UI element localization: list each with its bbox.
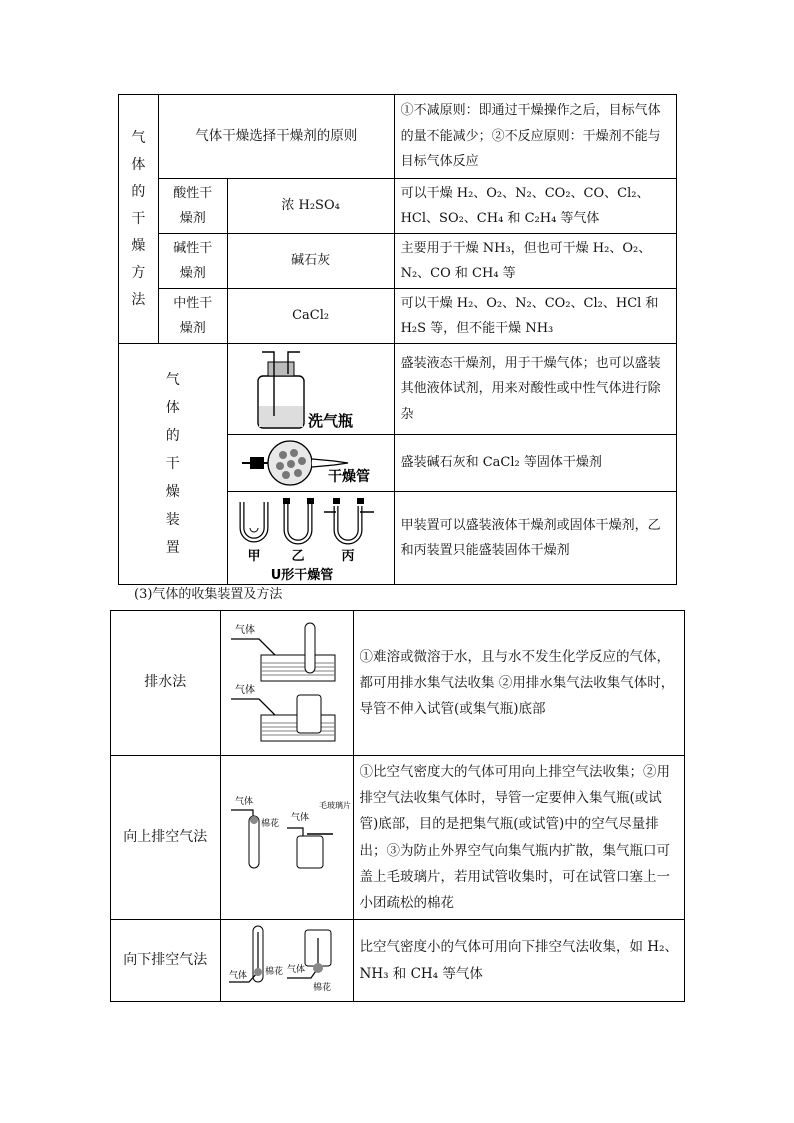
desiccant-agent: CaCl₂	[227, 289, 394, 344]
desiccant-type: 中性干燥剂	[158, 289, 227, 344]
svg-text:乙: 乙	[291, 549, 305, 564]
drying-table	[118, 94, 677, 585]
principle-text: ①不减原则：即通过干燥操作之后，目标气体的量不能减少；②不反应原则：干燥剂不能与目标气体反应	[394, 95, 676, 179]
desiccant-type: 碱性干燥剂	[158, 234, 227, 289]
device-label: 洗气瓶	[307, 412, 353, 430]
water-displacement-figure	[220, 611, 353, 756]
svg-text:气体: 气体	[228, 971, 247, 981]
desiccant-desc: 可以干燥 H₂、O₂、N₂、CO₂、Cl₂、HCl 和 H₂S 等，但不能干燥 NH₃	[394, 289, 676, 344]
svg-text:气体: 气体	[234, 797, 253, 807]
svg-text:棉花: 棉花	[260, 819, 279, 829]
device-desc: 甲装置可以盛装液体干燥剂或固体干燥剂，乙和丙装置只能盛装固体干燥剂	[394, 492, 676, 585]
section-drying-device: 气 体 的 干 燥 装 置	[119, 344, 228, 585]
section-drying-method: 气 体 的 干 燥 方 法	[119, 95, 159, 344]
desiccant-desc: 可以干燥 H₂、O₂、N₂、CO₂、CO、Cl₂、HCl、SO₂、CH₄ 和 C₂H₄ 等气体	[394, 179, 676, 234]
desiccant-agent: 碱石灰	[227, 234, 394, 289]
method-label: 向下排空气法	[111, 920, 221, 1002]
method-label: 排水法	[111, 611, 221, 756]
device-desc: 盛装液态干燥剂，用于干燥气体；也可以盛装其他液体试剂，用来对酸性或中性气体进行除杂	[394, 344, 676, 435]
method-desc: ①比空气密度大的气体可用向上排空气法收集；②用排空气法收集气体时，导管一定要伸入集气瓶(或试管)底部，目的是把集气瓶(或试管)中的空气尽量排出；③为防止外界空气向集气瓶内扩散，集气瓶口可盖上毛玻璃片，若用试管收集时，可在试管口塞上一小团疏松的棉花	[353, 756, 685, 920]
svg-text:棉花: 棉花	[264, 967, 283, 977]
method-desc: ①难溶或微溶于水，且与水不发生化学反应的气体，都可用排水集气法收集 ②用排水集气法收集气体时，导管不伸入试管(或集气瓶)底部	[353, 611, 685, 756]
drying-tube-figure	[227, 435, 394, 492]
svg-text:丙: 丙	[341, 549, 355, 564]
svg-text:气体: 气体	[234, 625, 255, 636]
svg-text:棉花: 棉花	[312, 983, 331, 993]
device-label: 干燥管	[327, 469, 370, 485]
collection-table	[110, 610, 685, 1002]
svg-text:气体: 气体	[290, 813, 309, 823]
upward-air-figure	[220, 756, 353, 920]
downward-air-figure	[220, 920, 353, 1002]
desiccant-desc: 主要用于干燥 NH₃，但也可干燥 H₂、O₂、N₂、CO 和 CH₄ 等	[394, 234, 676, 289]
section-caption: (3)气体的收集装置及方法	[134, 587, 283, 602]
method-label: 向上排空气法	[111, 756, 221, 920]
u-tube-figure	[227, 492, 394, 585]
svg-text:毛玻璃片: 毛玻璃片	[318, 801, 351, 810]
svg-text:甲: 甲	[247, 549, 261, 564]
principle-label: 气体干燥选择干燥剂的原则	[158, 95, 394, 179]
svg-text:气体: 气体	[234, 685, 255, 696]
method-desc: 比空气密度小的气体可用向下排空气法收集，如 H₂、NH₃ 和 CH₄ 等气体	[353, 920, 685, 1002]
device-desc: 盛装碱石灰和 CaCl₂ 等固体干燥剂	[394, 435, 676, 492]
desiccant-type: 酸性干燥剂	[158, 179, 227, 234]
desiccant-agent: 浓 H₂SO₄	[227, 179, 394, 234]
svg-text:气体: 气体	[286, 965, 305, 975]
device-label: U形干燥管	[270, 568, 333, 583]
gas-washing-bottle-figure	[227, 344, 394, 435]
